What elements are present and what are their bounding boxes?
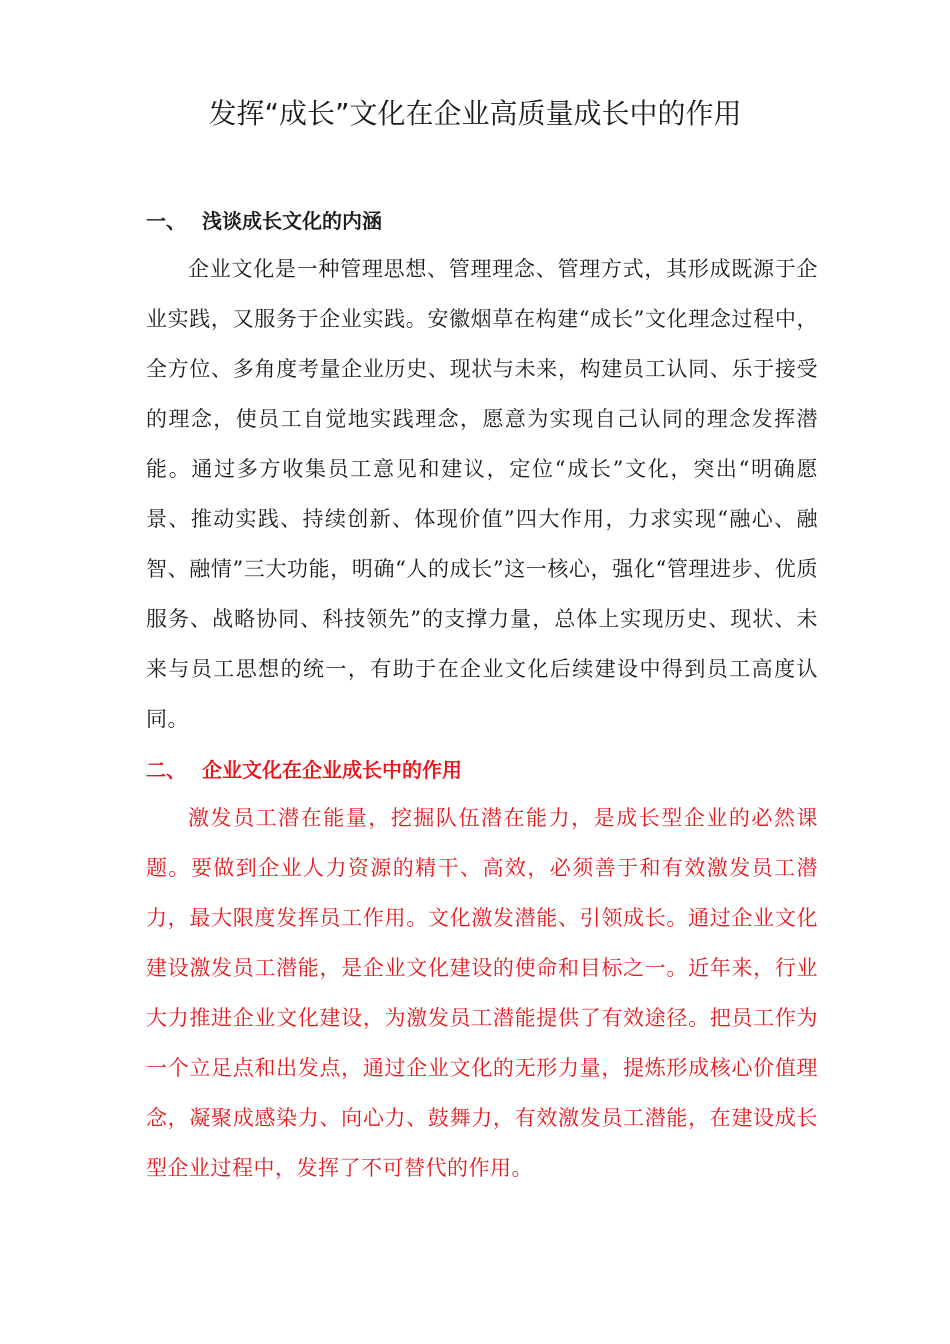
section-number-2: 二、 [146, 758, 186, 782]
section-number-1: 一、 [146, 209, 186, 233]
section-heading-1 [146, 205, 826, 237]
section-heading-2 [146, 754, 826, 786]
section-paragraph-1: 企业文化是一种管理思想、管理理念、管理方式，其形成既源于企业实践，又服务于企业实践。安徽烟草在构建“成长”文化理念过程中，全方位、多角度考量企业历史、现状与未来，构建员工认同、乐于接受的理念，使员工自觉地实践理念，愿意为实现自己认同的理念发挥潜能。通过多方收集员工意见和建议，定位“成长”文化，突出“明确愿景、推动实践、持续创新、体现价值”四大作用，力求实现“融心、融智、融情”三大功能，明确“人的成长”这一核心，强化“管理进步、优质服务、战略协同、科技领先”的支撑力量，总体上实现历史、现状、未来与员工思想的统一，有助于在企业文化后续建设中得到员工高度认同。 [146, 257, 818, 731]
document-title: 发挥“成长”文化在企业高质量成长中的作用 [208, 97, 742, 130]
section-heading-text-1: 浅谈成长文化的内涵 [202, 209, 382, 233]
section-heading-text-2: 企业文化在企业成长中的作用 [202, 758, 462, 782]
section-paragraph-2: 激发员工潜在能量，挖掘队伍潜在能力，是成长型企业的必然课题。要做到企业人力资源的精干、高效，必须善于和有效激发员工潜力，最大限度发挥员工作用。文化激发潜能、引领成长。通过企业文化建设激发员工潜能，是企业文化建设的使命和目标之一。近年来，行业大力推进企业文化建设，为激发员工潜能提供了有效途径。把员工作为一个立足点和出发点，通过企业文化的无形力量，提炼形成核心价值理念，凝聚成感染力、向心力、鼓舞力，有效激发员工潜能，在建设成长型企业过程中，发挥了不可替代的作用。 [146, 806, 818, 1180]
